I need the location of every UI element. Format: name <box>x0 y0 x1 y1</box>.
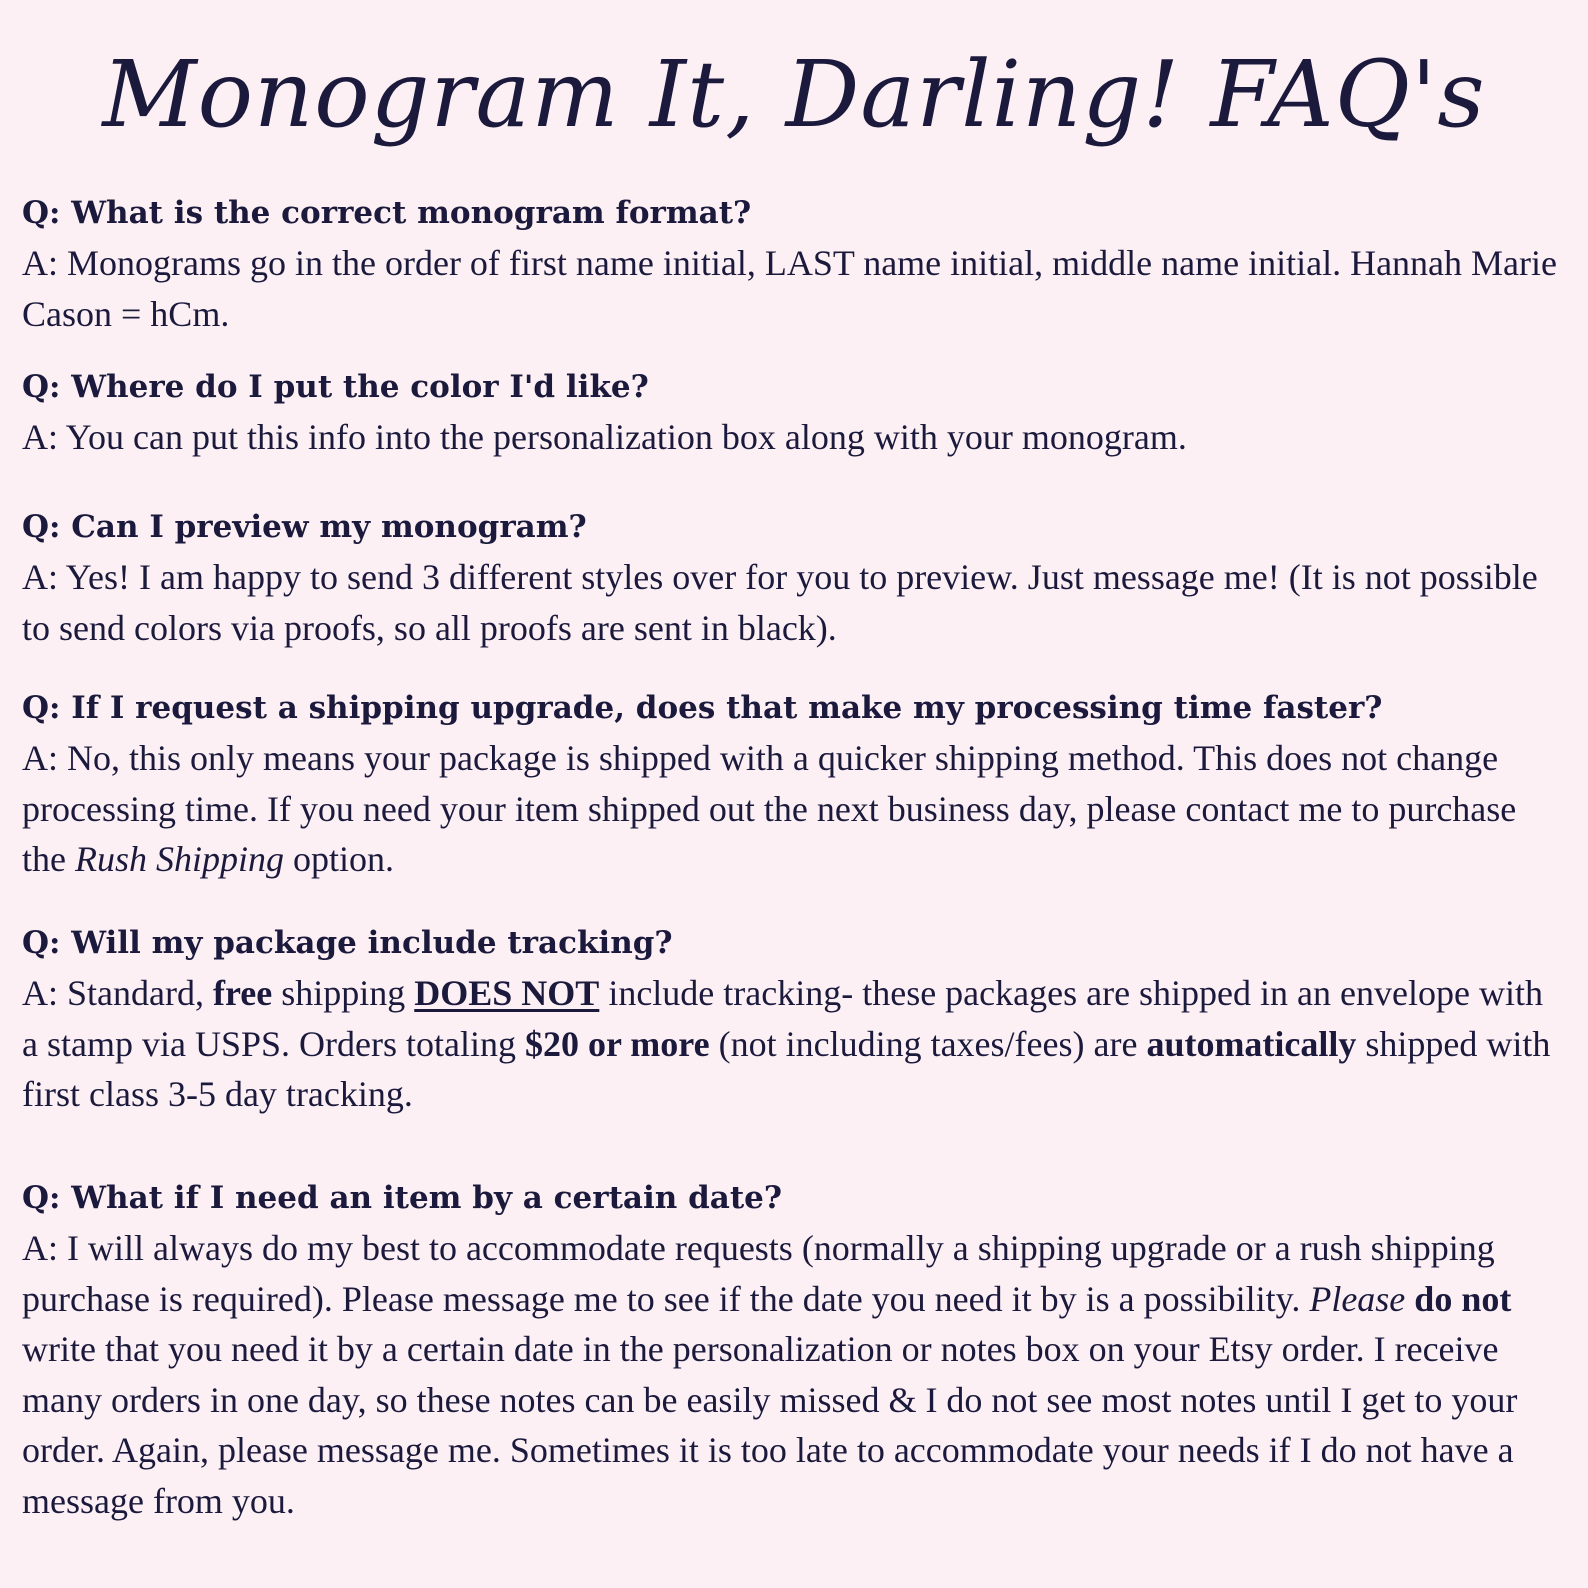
page-title: Monogram It, Darling! FAQ's <box>102 41 1486 148</box>
answer-text <box>1405 1279 1414 1319</box>
emphasis-text: automatically <box>1146 1023 1357 1064</box>
faq-item <box>22 502 1562 653</box>
faq-item <box>22 1173 1562 1526</box>
answer-text: A: I will always do my best to accommodate requests (normally a shipping upgrade or a rush shipping purchase is required). Please message me to see if the date you need it by is a possibility. <box>22 1228 1495 1319</box>
answer-text: A: You can put this info into the personalization box along with your monogram. <box>22 417 1187 457</box>
answer-text: A: No, this only means your package is shipped with a quicker shipping method. This does not change processing time. If you need your item shipped out the next business day, please contact me to purchase the <box>22 738 1517 879</box>
answer-text: A: Monograms go in the order of first name initial, LAST name initial, middle name initial. Hannah Marie Cason = hCm. <box>22 243 1557 334</box>
answer-text: shipping <box>272 973 415 1013</box>
answer-text: A: Yes! I am happy to send 3 different styles over for you to preview. Just message me! (It is not possible to send colors via proofs, so all proofs are sent in black). <box>22 557 1538 648</box>
faq-question: Q: Where do I put the color I'd like? <box>22 369 649 405</box>
emphasis-text: DOES NOT <box>414 973 600 1013</box>
answer-text: A: Standard, <box>22 973 213 1013</box>
faq-question: Q: If I request a shipping upgrade, does that make my processing time faster? <box>22 690 1383 726</box>
faq-question: Q: Will my package include tracking? <box>22 925 673 961</box>
answer-text: include tracking- these packages are shipped in an envelope with a stamp via USPS. Orders totaling <box>22 973 1543 1064</box>
faq-answer <box>22 968 1562 1120</box>
faq-answer <box>22 733 1562 885</box>
answer-text: (not including taxes/fees) are <box>709 1023 1147 1064</box>
faq-item <box>22 362 1562 463</box>
answer-text: option. <box>284 839 395 879</box>
emphasis-text: do not <box>1414 1278 1512 1319</box>
faq-answer <box>22 1223 1562 1526</box>
faq-answer <box>22 238 1562 339</box>
faq-question: Q: Can I preview my monogram? <box>22 509 587 545</box>
faq-item <box>22 683 1562 885</box>
faq-question: Q: What is the correct monogram format? <box>22 195 752 231</box>
answer-text: write that you need it by a certain date in the personalization or notes box on your Etsy order. I receive many orders in one day, so these notes can be easily missed & I do not see most notes until I get to your order. Again, please message me. Sometimes it is too late to accommodate your needs if I do not have a message from you. <box>22 1329 1518 1521</box>
faq-item <box>22 188 1562 339</box>
emphasis-text: $20 or more <box>524 1023 710 1064</box>
emphasis-text: Rush Shipping <box>74 839 284 879</box>
faq-question: Q: What if I need an item by a certain date? <box>22 1180 783 1216</box>
faq-item <box>22 918 1562 1120</box>
faq-answer <box>22 412 1562 463</box>
emphasis-text: Please <box>1309 1278 1406 1319</box>
emphasis-text: free <box>212 973 273 1013</box>
answer-text: shipped with first class 3-5 day tracking. <box>22 1023 1551 1114</box>
faq-answer <box>22 552 1562 653</box>
